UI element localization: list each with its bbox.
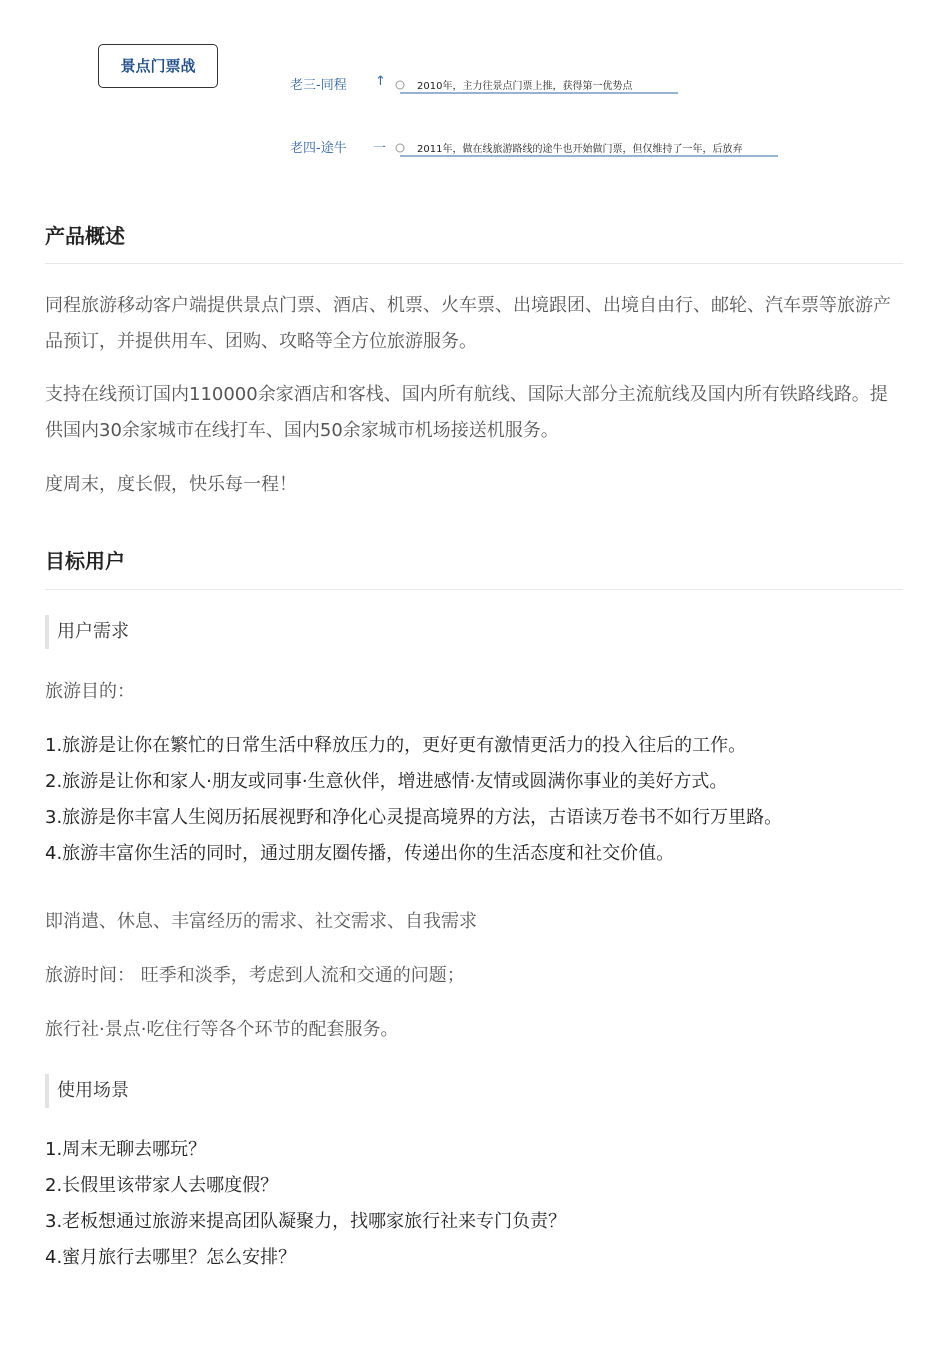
mind-map-root-box: 景点门票战 [98,44,218,88]
mind-map-note-tongcheng: 2010年，主力往景点门票上推，获得第一优势点 [417,81,633,92]
travel-time-note: 旅游时间： 旺季和淡季，考虑到人流和交通的问题； [45,965,465,986]
list-item: 1.旅游是让你在繁忙的日常生活中释放压力的，更好更有激情更活力的投入往后的工作。 [45,735,747,756]
subheading-user-needs: 用户需求 [45,615,129,649]
list-item: 1.周末无聊去哪玩？ [45,1139,207,1160]
use-scenario-list [45,1132,905,1276]
up-arrow-icon: ↑ [375,74,386,89]
list-item: 3.旅游是你丰富人生阅历拓展视野和净化心灵提高境界的方法，古语读万卷书不如行万里路。 [45,807,783,828]
list-item: 2.旅游是让你和家人·朋友或同事·生意伙伴，增进感情·友情或圆满你事业的美好方式。 [45,771,728,792]
divider [45,589,903,590]
dash-marker-icon: 一 [373,141,387,156]
mind-map-node-tuniu: 老四-途牛 [290,141,347,156]
overview-paragraph-1: 同程旅游移动客户端提供景点门票、酒店、机票、火车票、出境跟团、出境自由行、邮轮、汽车票等旅游产品预订，并提供用车、团购、攻略等全方位旅游服务。 [45,295,891,352]
divider [45,263,903,264]
mind-map-note-tuniu: 2011年，做在线旅游路线的途牛也开始做门票，但仅维持了一年，后放弃 [417,144,743,155]
overview-slogan: 度周末，度长假，快乐每一程！ [45,474,297,495]
list-item: 4.旅游丰富你生活的同时，通过朋友圈传播，传递出你的生活态度和社交价值。 [45,843,675,864]
list-item: 4.蜜月旅行去哪里？怎么安排？ [45,1247,297,1268]
needs-summary: 即消遣、休息、丰富经历的需求、社交需求、自我需求 [45,911,477,932]
list-item: 3.老板想通过旅游来提高团队凝聚力，找哪家旅行社来专门负责？ [45,1211,567,1232]
list-item: 2.长假里该带家人去哪度假？ [45,1175,279,1196]
travel-purpose-label: 旅游目的： [45,681,135,702]
mind-map-figure [88,30,863,178]
section-heading-target-users: 目标用户 [45,549,125,573]
service-note: 旅行社·景点·吃住行等各个环节的配套服务。 [45,1019,399,1040]
section-heading-overview: 产品概述 [45,224,125,248]
subheading-use-scenarios: 使用场景 [45,1074,129,1108]
overview-paragraph-2: 支持在线预订国内110000余家酒店和客栈、国内所有航线、国际大部分主流航线及国内所有铁路线路。提供国内30余家城市在线打车、国内50余家城市机场接送机服务。 [45,384,888,441]
travel-purpose-list [45,728,905,872]
mind-map-node-tongcheng: 老三-同程 [290,78,347,93]
